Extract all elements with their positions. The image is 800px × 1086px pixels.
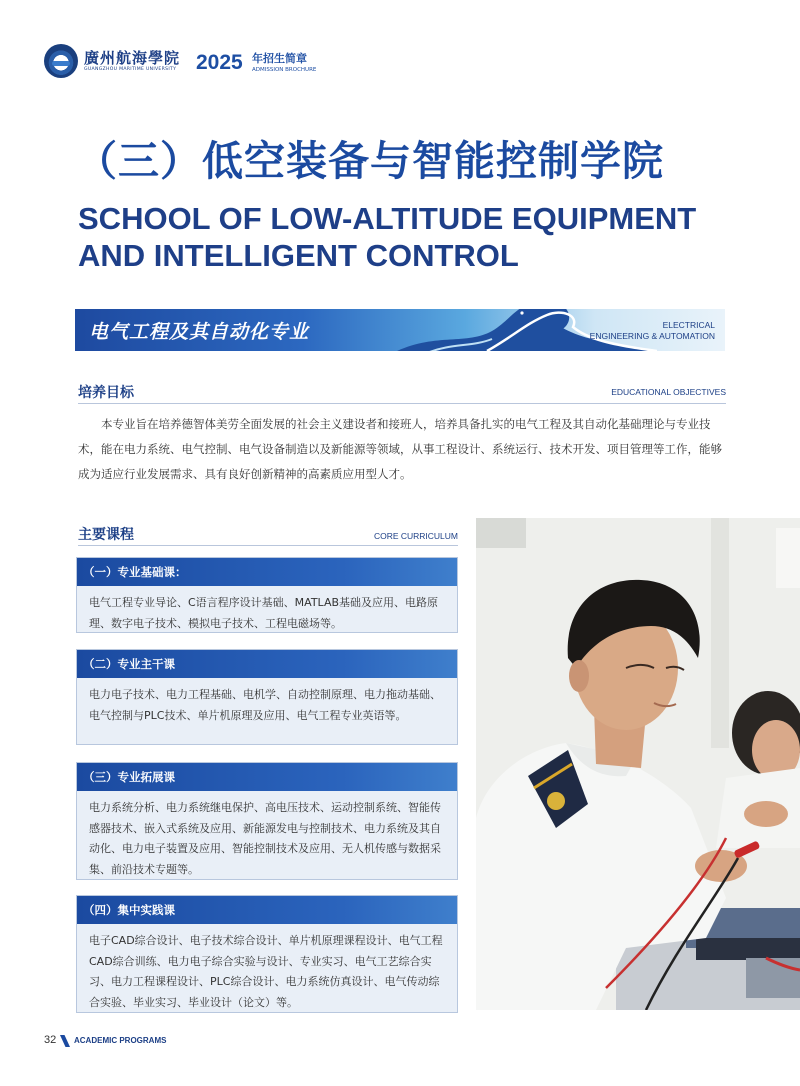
objectives-text: 本专业旨在培养德智体美劳全面发展的社会主义建设者和接班人，培养具备扎实的电气工程及其自动化基础理论与专业技术，能在电力系统、电气控制、电气设备制造以及新能源等领域，从事工程设计、系统运行、技术开发、项目管理等工作，能够成为适应行业发展需求、具有良好创新精神的高素质应用型人才。 [78, 417, 722, 481]
major-name-en-line2: ENGINEERING & AUTOMATION [589, 331, 715, 341]
objectives-heading-en: EDUCATIONAL OBJECTIVES [611, 387, 726, 397]
school-title-cn: （三）低空装备与智能控制学院 [76, 137, 664, 185]
course-group-body: 电子CAD综合设计、电子技术综合设计、单片机原理课程设计、电气工程CAD综合训练、电力电子综合实验与设计、专业实习、电气工艺综合实习、电力工程课程设计、PLC综合设计、电力系统仿真设计、电气传动综合实验、毕业实习、毕业设计（论文）等。 [89, 934, 443, 1009]
course-group-body: 电气工程专业导论、C语言程序设计基础、MATLAB基础及应用、电路原理、数字电子技术、模拟电子技术、工程电磁场等。 [89, 596, 439, 630]
curriculum-heading [78, 522, 458, 546]
university-logo-icon [44, 44, 78, 78]
course-group-title: （一）专业基础课： [77, 558, 457, 586]
course-group-extension [76, 762, 458, 880]
objectives-heading-cn: 培养目标 [78, 385, 134, 401]
brochure-year: 2025 [196, 51, 243, 74]
major-banner [75, 309, 725, 351]
page-mark-icon [60, 1035, 70, 1047]
school-title-en: SCHOOL OF LOW-ALTITUDE EQUIPMENT AND INTELLIGENT CONTROL [78, 201, 697, 273]
page-footer [44, 1034, 344, 1050]
objectives-heading [78, 380, 726, 404]
lab-photo-illustration-icon [476, 518, 800, 1010]
brochure-header [44, 44, 444, 84]
major-name-en [565, 320, 715, 342]
major-name-en-line1: ELECTRICAL [662, 320, 715, 330]
footer-section-label: ACADEMIC PROGRAMS [74, 1036, 167, 1045]
course-group-title: （四）集中实践课 [77, 896, 457, 924]
course-group-title: （二）专业主干课 [77, 650, 457, 678]
course-group-body: 电力系统分析、电力系统继电保护、高电压技术、运动控制系统、智能传感器技术、嵌入式系统及应用、新能源发电与控制技术、电力系统及其自动化、电力电子装置及应用、智能控制技术及应用、无人机传感与数据采集、前沿技术专题等。 [89, 801, 441, 876]
curriculum-heading-cn: 主要课程 [78, 527, 134, 543]
major-name-cn: 电气工程及其自动化专业 [89, 321, 310, 343]
page-number: 32 [44, 1034, 57, 1046]
brochure-title-cn: 年招生简章 [252, 52, 307, 65]
course-group-foundation [76, 557, 458, 633]
university-name-en: GUANGZHOU MARITIME UNIVERSITY [84, 67, 177, 72]
lab-photo [476, 518, 800, 1010]
curriculum-heading-en: CORE CURRICULUM [373, 531, 458, 541]
university-name-cn: 廣州航海學院 [84, 49, 181, 67]
course-group-practice [76, 895, 458, 1013]
course-group-body: 电力电子技术、电力工程基础、电机学、自动控制原理、电力拖动基础、电气控制与PLC技术、单片机原理及应用、电气工程专业英语等。 [89, 688, 441, 722]
course-group-core [76, 649, 458, 745]
course-group-title: （三）专业拓展课 [77, 763, 457, 791]
brochure-title-en: ADMISSION BROCHURE [252, 67, 317, 73]
